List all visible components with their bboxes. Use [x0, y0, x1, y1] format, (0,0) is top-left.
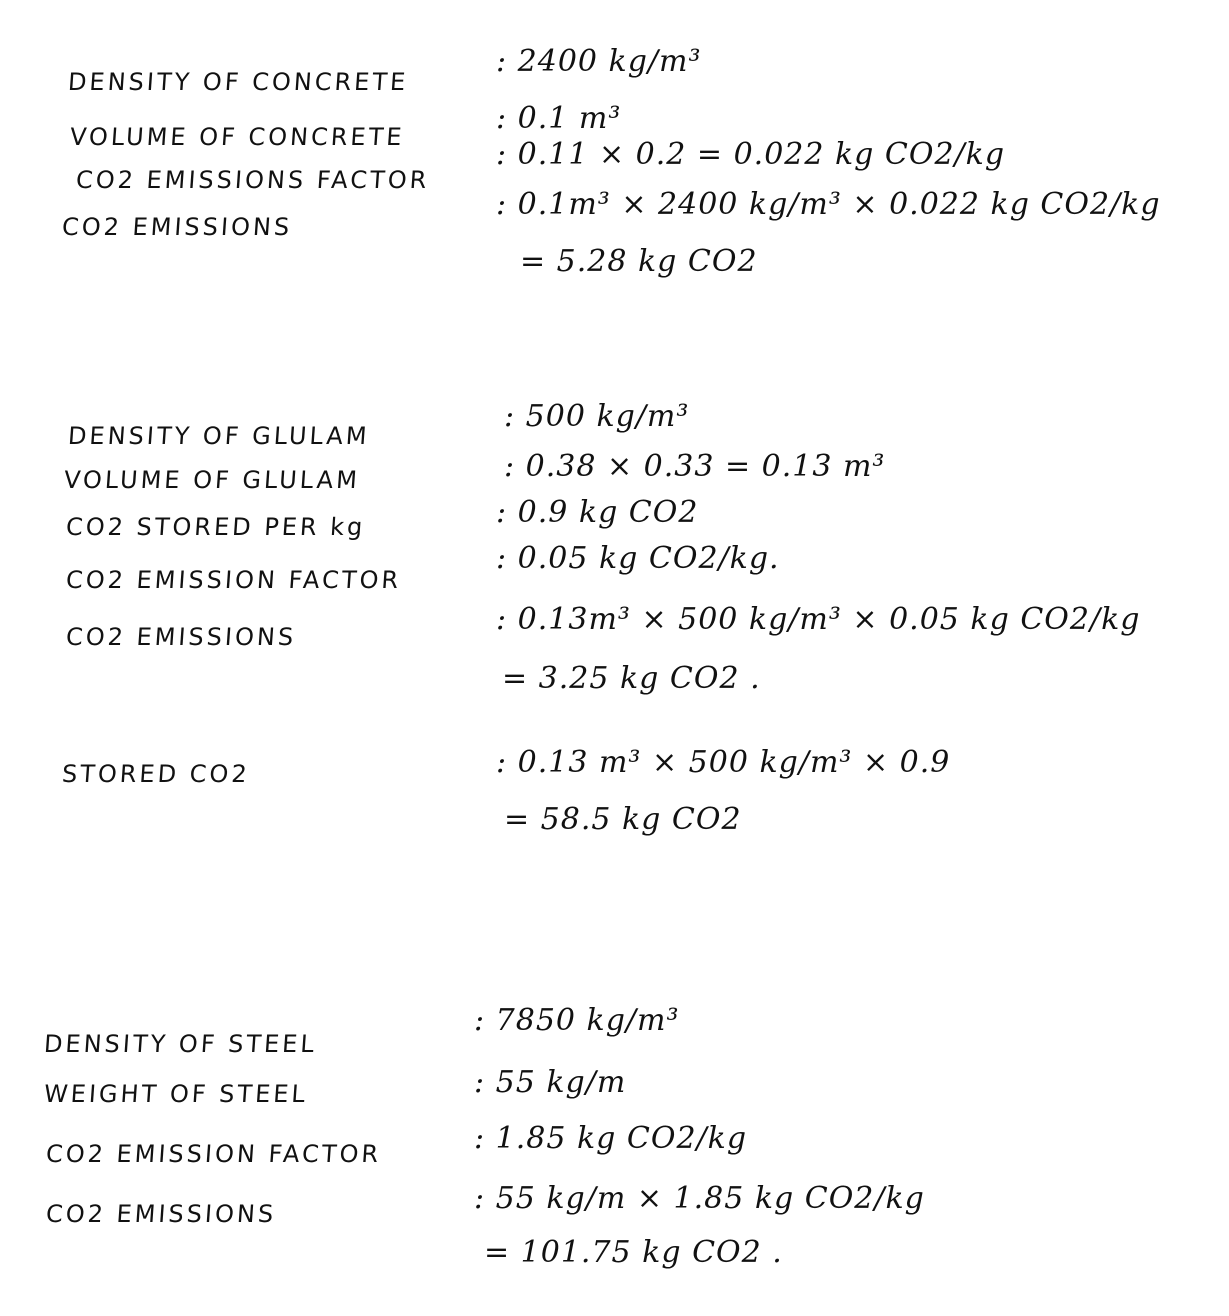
steel-emissions-label: CO2 EMISSIONS: [45, 1200, 278, 1228]
concrete-density-label: DENSITY OF CONCRETE: [67, 68, 410, 96]
concrete-emissions-label: CO2 EMISSIONS: [61, 213, 294, 241]
glulam-stored-co2-label: STORED CO2: [61, 760, 251, 788]
steel-weight-label: WEIGHT OF STEEL: [43, 1080, 309, 1108]
steel-emissions-calculation: : 55 kg/m × 1.85 kg CO2/kg: [474, 1181, 925, 1216]
glulam-volume-value: : 0.38 × 0.33 = 0.13 m³: [504, 449, 886, 484]
glulam-volume-label: VOLUME OF GLULAM: [63, 466, 361, 494]
concrete-volume-label: VOLUME OF CONCRETE: [69, 123, 406, 151]
glulam-emissions-calculation: : 0.13m³ × 500 kg/m³ × 0.05 kg CO2/kg: [496, 602, 1141, 637]
steel-density-value: : 7850 kg/m³: [474, 1003, 680, 1038]
glulam-density-value: : 500 kg/m³: [504, 399, 690, 434]
glulam-stored-per-kg-value: : 0.9 kg CO2: [496, 495, 699, 530]
concrete-density-value: : 2400 kg/m³: [496, 44, 702, 79]
concrete-emissions-calculation: : 0.1m³ × 2400 kg/m³ × 0.022 kg CO2/kg: [496, 187, 1161, 222]
glulam-density-label: DENSITY OF GLULAM: [67, 422, 371, 450]
glulam-stored-co2-calculation: : 0.13 m³ × 500 kg/m³ × 0.9: [496, 745, 951, 780]
concrete-emission-factor-label: CO2 EMISSIONS FACTOR: [75, 166, 431, 194]
glulam-emissions-result: = 3.25 kg CO2 .: [502, 661, 761, 696]
concrete-emission-factor-value: : 0.11 × 0.2 = 0.022 kg CO2/kg: [496, 137, 1006, 172]
steel-emission-factor-value: : 1.85 kg CO2/kg: [474, 1121, 748, 1156]
steel-emissions-result: = 101.75 kg CO2 .: [484, 1235, 783, 1270]
concrete-volume-value: : 0.1 m³: [496, 101, 622, 136]
concrete-emissions-result: = 5.28 kg CO2: [520, 244, 758, 279]
steel-weight-value: : 55 kg/m: [474, 1065, 627, 1100]
steel-emission-factor-label: CO2 EMISSION FACTOR: [45, 1140, 383, 1168]
glulam-stored-per-kg-label: CO2 STORED PER kg: [65, 513, 367, 541]
glulam-stored-co2-result: = 58.5 kg CO2: [504, 802, 742, 837]
glulam-emission-factor-label: CO2 EMISSION FACTOR: [65, 566, 403, 594]
glulam-emission-factor-value: : 0.05 kg CO2/kg.: [496, 541, 780, 576]
glulam-emissions-label: CO2 EMISSIONS: [65, 623, 298, 651]
steel-density-label: DENSITY OF STEEL: [43, 1030, 318, 1058]
